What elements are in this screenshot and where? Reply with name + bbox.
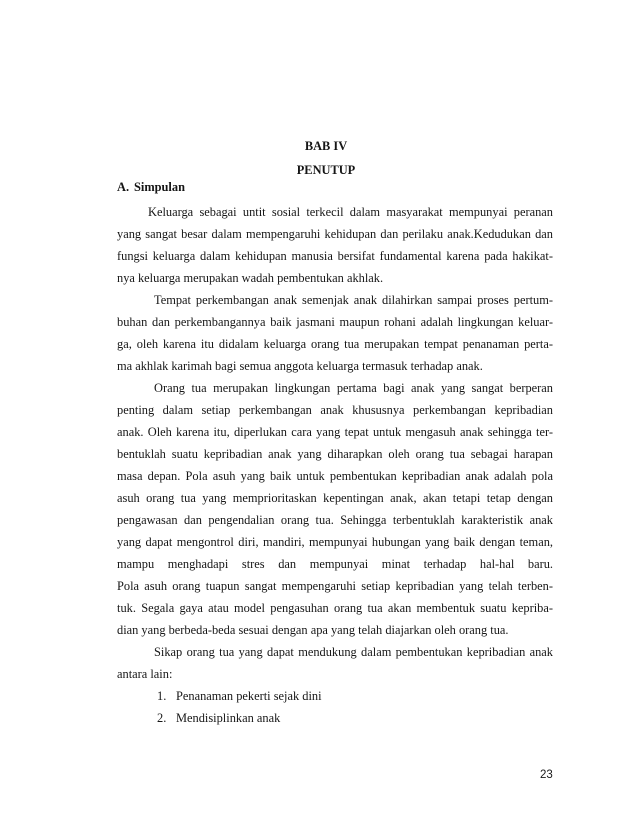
paragraph-line: Pola asuh orang tuapun sangat mempengaruhi setiap kepribadian yang telah terben-	[117, 579, 553, 593]
list-number: 1.	[157, 689, 167, 703]
list-text: Penanaman pekerti sejak dini	[176, 689, 322, 703]
list-item	[117, 685, 553, 707]
paragraph-line: ga, oleh karena itu didalam keluarga orang tua merupakan tempat penanaman perta-	[117, 337, 553, 351]
paragraph	[117, 377, 553, 641]
paragraph-line: tuk. Segala gaya atau model pengasuhan orang tua akan membentuk suatu kepriba-	[117, 601, 553, 615]
paragraph-line: buhan dan perkembangannya baik jasmani maupun rohani adalah lingkungan keluar-	[117, 315, 553, 329]
paragraph-line: yang sangat besar dalam mempengaruhi kehidupan dan perilaku anak.Kedudukan dan	[117, 227, 553, 241]
list-text: Mendisiplinkan anak	[176, 711, 281, 725]
body-text	[117, 201, 553, 729]
paragraph-line: Tempat perkembangan anak semenjak anak dilahirkan sampai proses pertum-	[154, 293, 553, 307]
paragraph-line: pengawasan dan pengendalian orang tua. Sehingga terbentuklah karakteristik anak	[117, 513, 553, 527]
chapter-number: BAB IV	[304, 139, 348, 153]
section-heading	[117, 176, 185, 198]
list-item	[117, 707, 553, 729]
paragraph-line: antara lain:	[117, 667, 173, 681]
section-title: Simpulan	[134, 180, 185, 194]
paragraph-line: masa depan. Pola asuh yang baik untuk pembentukan kepribadian anak adalah pola	[117, 469, 553, 483]
page-number: 23	[540, 769, 553, 781]
paragraph-line: yang dapat mengontrol diri, mandiri, mempunyai hubungan yang baik dengan teman,	[117, 535, 553, 549]
paragraph-line: Keluarga sebagai untit sosial terkecil dalam masyarakat mempunyai peranan	[148, 205, 553, 219]
paragraph	[117, 289, 553, 377]
paragraph	[117, 641, 553, 685]
paragraph-line: penting dalam setiap perkembangan anak khususnya perkembangan kepribadian	[117, 403, 553, 417]
numbered-list	[117, 685, 553, 729]
paragraph-line: dian yang berbeda-beda sesuai dengan apa yang telah diajarkan oleh orang tua.	[117, 623, 509, 637]
paragraph-line: anak. Oleh karena itu, diperlukan cara yang tepat untuk mengasuh anak sehingga ter-	[117, 425, 553, 439]
paragraph-line: nya keluarga merupakan wadah pembentukan akhlak.	[117, 271, 384, 285]
paragraph-line: bentuklah suatu kepribadian anak yang diharapkan oleh orang tua sebagai harapan	[117, 447, 553, 461]
paragraph	[117, 201, 553, 289]
paragraph-line: Orang tua merupakan lingkungan pertama bagi anak yang sangat berperan	[154, 381, 553, 395]
paragraph-line: fungsi keluarga dalam kehidupan manusia bersifat fundamental karena pada hakikat-	[117, 249, 553, 263]
chapter-title: PENUTUP	[296, 163, 356, 177]
paragraph-line: Sikap orang tua yang dapat mendukung dalam pembentukan kepribadian anak	[154, 645, 553, 659]
paragraph-line: ma akhlak karimah bagi semua anggota keluarga termasuk terhadap anak.	[117, 359, 483, 373]
list-number: 2.	[157, 711, 167, 725]
paragraph-line: asuh orang tua yang memprioritaskan kepentingan anak, akan tetapi tetap dengan	[117, 491, 553, 505]
paragraph-line: mampu menghadapi stres dan mempunyai minat terhadap hal-hal baru.	[117, 557, 553, 571]
section-letter: A.	[117, 180, 130, 194]
